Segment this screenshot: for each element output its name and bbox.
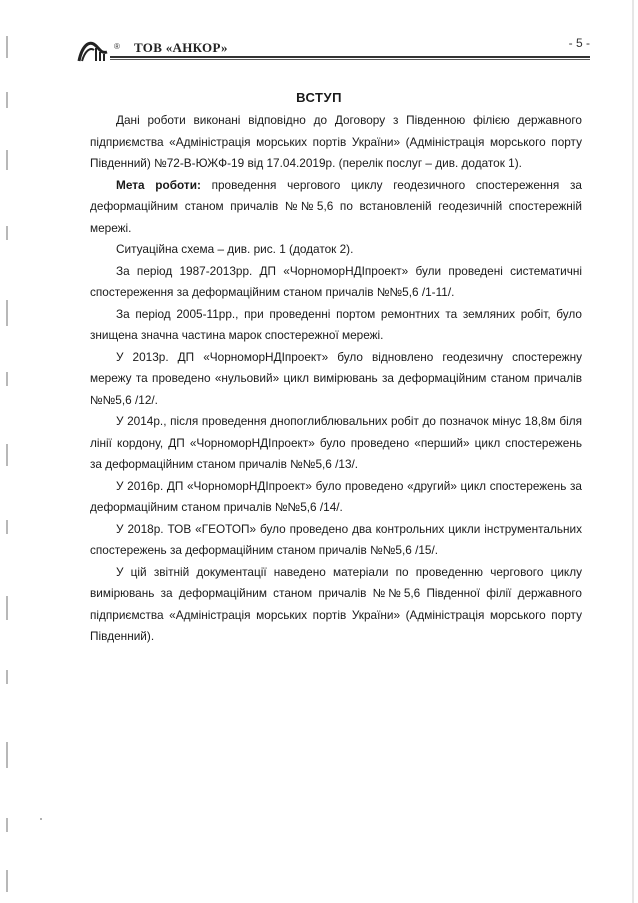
registered-mark: ® <box>114 42 120 51</box>
paragraph-text: проведення чергового циклу геодезичного спостереження за деформаційним станом причалів №№5,6 по встановленій геодезичній спостережній мережі. <box>90 177 582 235</box>
company-name: ТОВ «АНКОР» <box>134 40 228 55</box>
paragraph-text: У 2016р. ДП «ЧорноморНДІпроект» було проведено «другий» цикл спостережень за деформаційним станом причалів №№5,6 /14/. <box>90 478 582 514</box>
page-header <box>76 36 590 66</box>
scan-speck <box>40 818 42 820</box>
header-rule <box>110 56 590 58</box>
paragraph <box>90 411 582 476</box>
paragraph <box>90 261 582 304</box>
paragraph-text: У 2014р., після проведення днопоглиблювальних робіт до позначок мінус 18,8м біля лінії кордону, ДП «ЧорноморНДІпроект» було проведено «перший» цикл спостережень за деформаційним станом причалів №№5,6 /13/. <box>90 414 582 471</box>
company-logo-icon <box>76 36 110 64</box>
paragraph-text: У 2018р. ТОВ «ГЕОТОП» було проведено два контрольних цикли інструментальних спостережень за деформаційним станом причалів №№5,6 /15/. <box>90 521 582 557</box>
document-body <box>90 110 582 648</box>
paragraph <box>90 347 582 412</box>
section-title: ВСТУП <box>296 90 342 105</box>
goal-label: Мета роботи: <box>116 177 201 192</box>
paragraph-text: Дані роботи виконані відповідно до Договору з Південною філією державного підприємства «Адміністрація морських портів України» (Адміністрація морського порту Південний) №72-В-ЮЖФ-19 від 17.04.2019р. (перелік послуг – див. додаток 1). <box>90 113 582 170</box>
paragraph <box>90 476 582 519</box>
paragraph <box>90 304 582 347</box>
page-number: - 5 - <box>568 36 590 50</box>
paragraph-text: У 2013р. ДП «ЧорноморНДІпроект» було відновлено геодезичну спостережну мережу та проведено «нульовий» цикл вимірювань за деформаційним станом причалів №№5,6 /12/. <box>90 349 582 407</box>
paragraph <box>90 562 582 648</box>
binder-holes <box>0 0 14 903</box>
paragraph <box>90 519 582 562</box>
header-rule-thin <box>110 59 590 60</box>
page-edge <box>632 0 634 903</box>
paragraph-text: За період 1987-2013рр. ДП «ЧорноморНДІпроект» були проведені систематичні спостереження за деформаційним станом причалів №№5,6 /1-11/. <box>90 263 582 299</box>
paragraph-goal <box>90 175 582 240</box>
paragraph-text: За період 2005-11рр., при проведенні портом ремонтних та земляних робіт, було знищена значна частина марок спостережної мережі. <box>90 306 582 342</box>
paragraph <box>90 110 582 175</box>
paragraph-text: Ситуаційна схема – див. рис. 1 (додаток 2). <box>116 242 354 256</box>
paragraph <box>90 239 582 261</box>
paragraph-text: У цій звітній документації наведено матеріали по проведенню чергового циклу вимірювань за деформаційним станом причалів №№5,6 Південної філії державного підприємства «Адміністрація морських портів України» (Адміністрація морського порту Південний). <box>90 564 582 643</box>
